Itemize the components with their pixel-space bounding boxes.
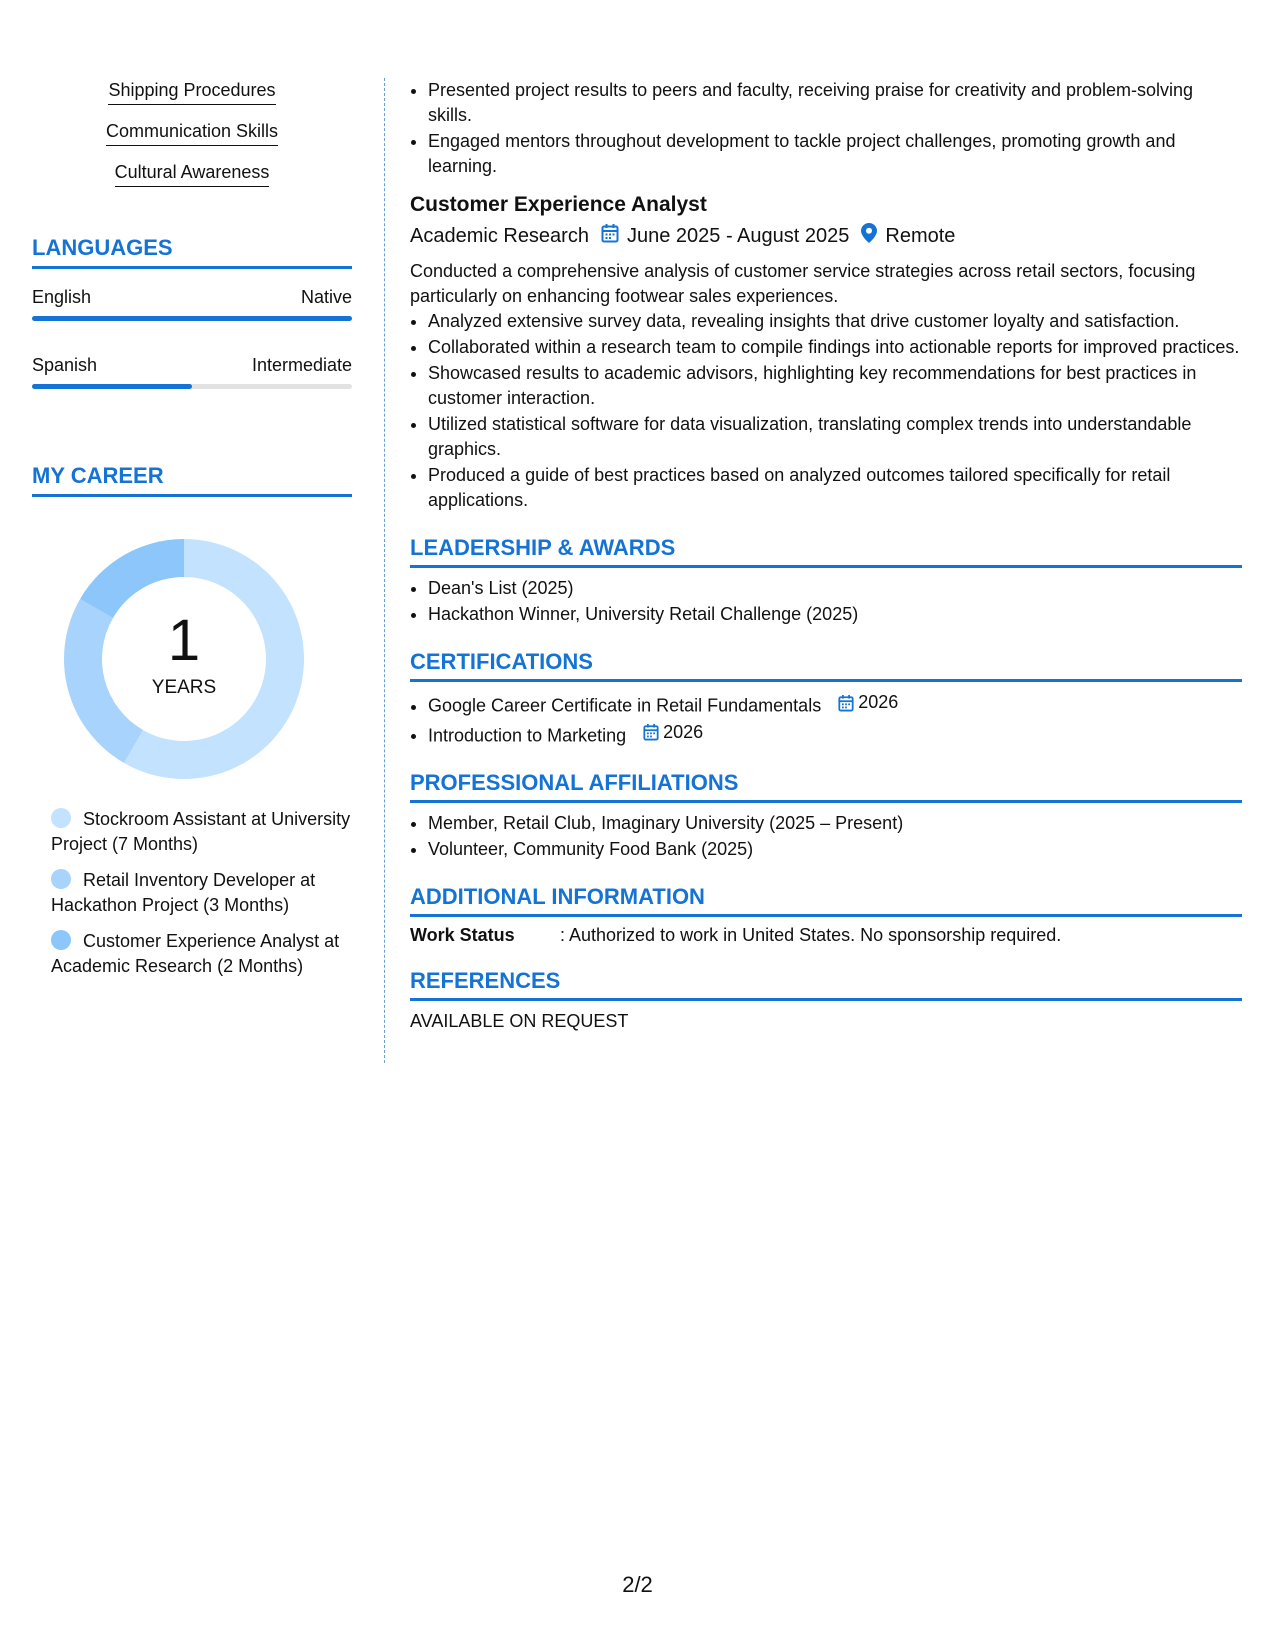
work-status-value: : Authorized to work in United States. No sponsorship required.	[560, 925, 1062, 945]
career-total-unit: YEARS	[151, 677, 217, 698]
skill-item: Cultural Awareness	[32, 162, 352, 187]
bullet-item: • Analyzed extensive survey data, revealing insights that drive customer loyalty and satisfaction.	[428, 309, 1242, 334]
career-section	[32, 463, 352, 979]
right-column	[410, 78, 1242, 1032]
career-total-number: 1	[167, 608, 201, 673]
calendar-icon	[643, 723, 659, 741]
bullet-item: • Utilized statistical software for data visualization, translating complex trends into understandable graphics.	[428, 412, 1242, 462]
left-column	[32, 80, 352, 990]
work-status-label: Work Status	[410, 925, 515, 945]
certifications-list	[410, 690, 1242, 748]
legend-item: Customer Experience Analyst at Academic Research (2 Months)	[51, 931, 340, 976]
certification-item: • Google Career Certificate in Retail Fundamentals 2026	[428, 690, 1242, 719]
bullet-item: • Produced a guide of best practices based on analyzed outcomes tailored specifically for retail applications.	[428, 463, 1242, 513]
job-company: Academic Research	[410, 224, 589, 247]
language-bar	[32, 316, 352, 321]
language-level: Intermediate	[251, 355, 352, 375]
bullet-item: • Engaged mentors throughout development to tackle project challenges, promoting growth and learning.	[428, 129, 1242, 179]
references-heading: REFERENCES	[410, 968, 1242, 1001]
bullet-item: • Collaborated within a research team to compile findings into actionable reports for improved practices.	[428, 335, 1242, 360]
career-heading: MY CAREER	[32, 463, 352, 497]
donut-slice-2	[80, 539, 184, 618]
languages-section	[32, 235, 352, 389]
list-item: • Hackathon Winner, University Retail Challenge (2025)	[428, 602, 1242, 627]
languages-heading: LANGUAGES	[32, 235, 352, 269]
list-item: • Member, Retail Club, Imaginary University (2025 – Present)	[428, 811, 1242, 836]
career-legend	[51, 807, 352, 979]
skill-item: Shipping Procedures	[32, 80, 352, 105]
list-item: • Dean's List (2025)	[428, 576, 1242, 601]
list-item: • Volunteer, Community Food Bank (2025)	[428, 837, 1242, 862]
job-dates: June 2025 - August 2025	[626, 224, 850, 247]
legend-dot	[51, 869, 71, 889]
legend-dot	[51, 808, 71, 828]
language-spanish	[32, 355, 352, 389]
language-name: English	[32, 287, 92, 307]
job-title: Customer Experience Analyst	[410, 193, 707, 216]
legend-item: Retail Inventory Developer at Hackathon Project (3 Months)	[51, 870, 316, 915]
skills-list	[32, 80, 352, 187]
calendar-icon	[838, 694, 854, 712]
language-english	[32, 287, 352, 321]
language-level: Native	[300, 287, 352, 307]
legend-item: Stockroom Assistant at University Project (7 Months)	[51, 809, 351, 854]
affiliations-list	[410, 811, 1242, 862]
career-donut-chart	[64, 539, 304, 779]
affiliations-heading: PROFESSIONAL AFFILIATIONS	[410, 770, 1242, 803]
work-status-row	[410, 925, 1242, 946]
language-name: Spanish	[32, 355, 98, 375]
previous-job-bullets	[410, 78, 1242, 179]
language-bar	[32, 384, 352, 389]
job-summary: Conducted a comprehensive analysis of customer service strategies across retail sectors, focusing particularly on enhancing footwear sales experiences.	[410, 261, 1196, 306]
language-bar-fill	[32, 384, 192, 389]
references-text: AVAILABLE ON REQUEST	[410, 1011, 629, 1031]
job-location: Remote	[885, 224, 956, 247]
leadership-list	[410, 576, 1242, 627]
certification-date: 2026	[643, 720, 703, 745]
language-bar-fill	[32, 316, 352, 321]
map-pin-icon	[861, 223, 877, 249]
page-number: 2/2	[622, 1572, 653, 1597]
bullet-item: • Presented project results to peers and faculty, receiving praise for creativity and problem-solving skills.	[428, 78, 1242, 128]
job-bullets	[410, 309, 1242, 513]
legend-dot	[51, 930, 71, 950]
column-divider	[384, 78, 385, 1063]
certification-item: • Introduction to Marketing 2026	[428, 720, 1242, 749]
additional-info-heading: ADDITIONAL INFORMATION	[410, 884, 1242, 917]
bullet-item: • Showcased results to academic advisors, highlighting key recommendations for best practices in customer interaction.	[428, 361, 1242, 411]
job-meta	[410, 223, 1242, 249]
leadership-heading: LEADERSHIP & AWARDS	[410, 535, 1242, 568]
calendar-icon	[601, 223, 619, 249]
skill-item: Communication Skills	[32, 121, 352, 146]
certification-date: 2026	[838, 690, 898, 715]
certifications-heading: CERTIFICATIONS	[410, 649, 1242, 682]
